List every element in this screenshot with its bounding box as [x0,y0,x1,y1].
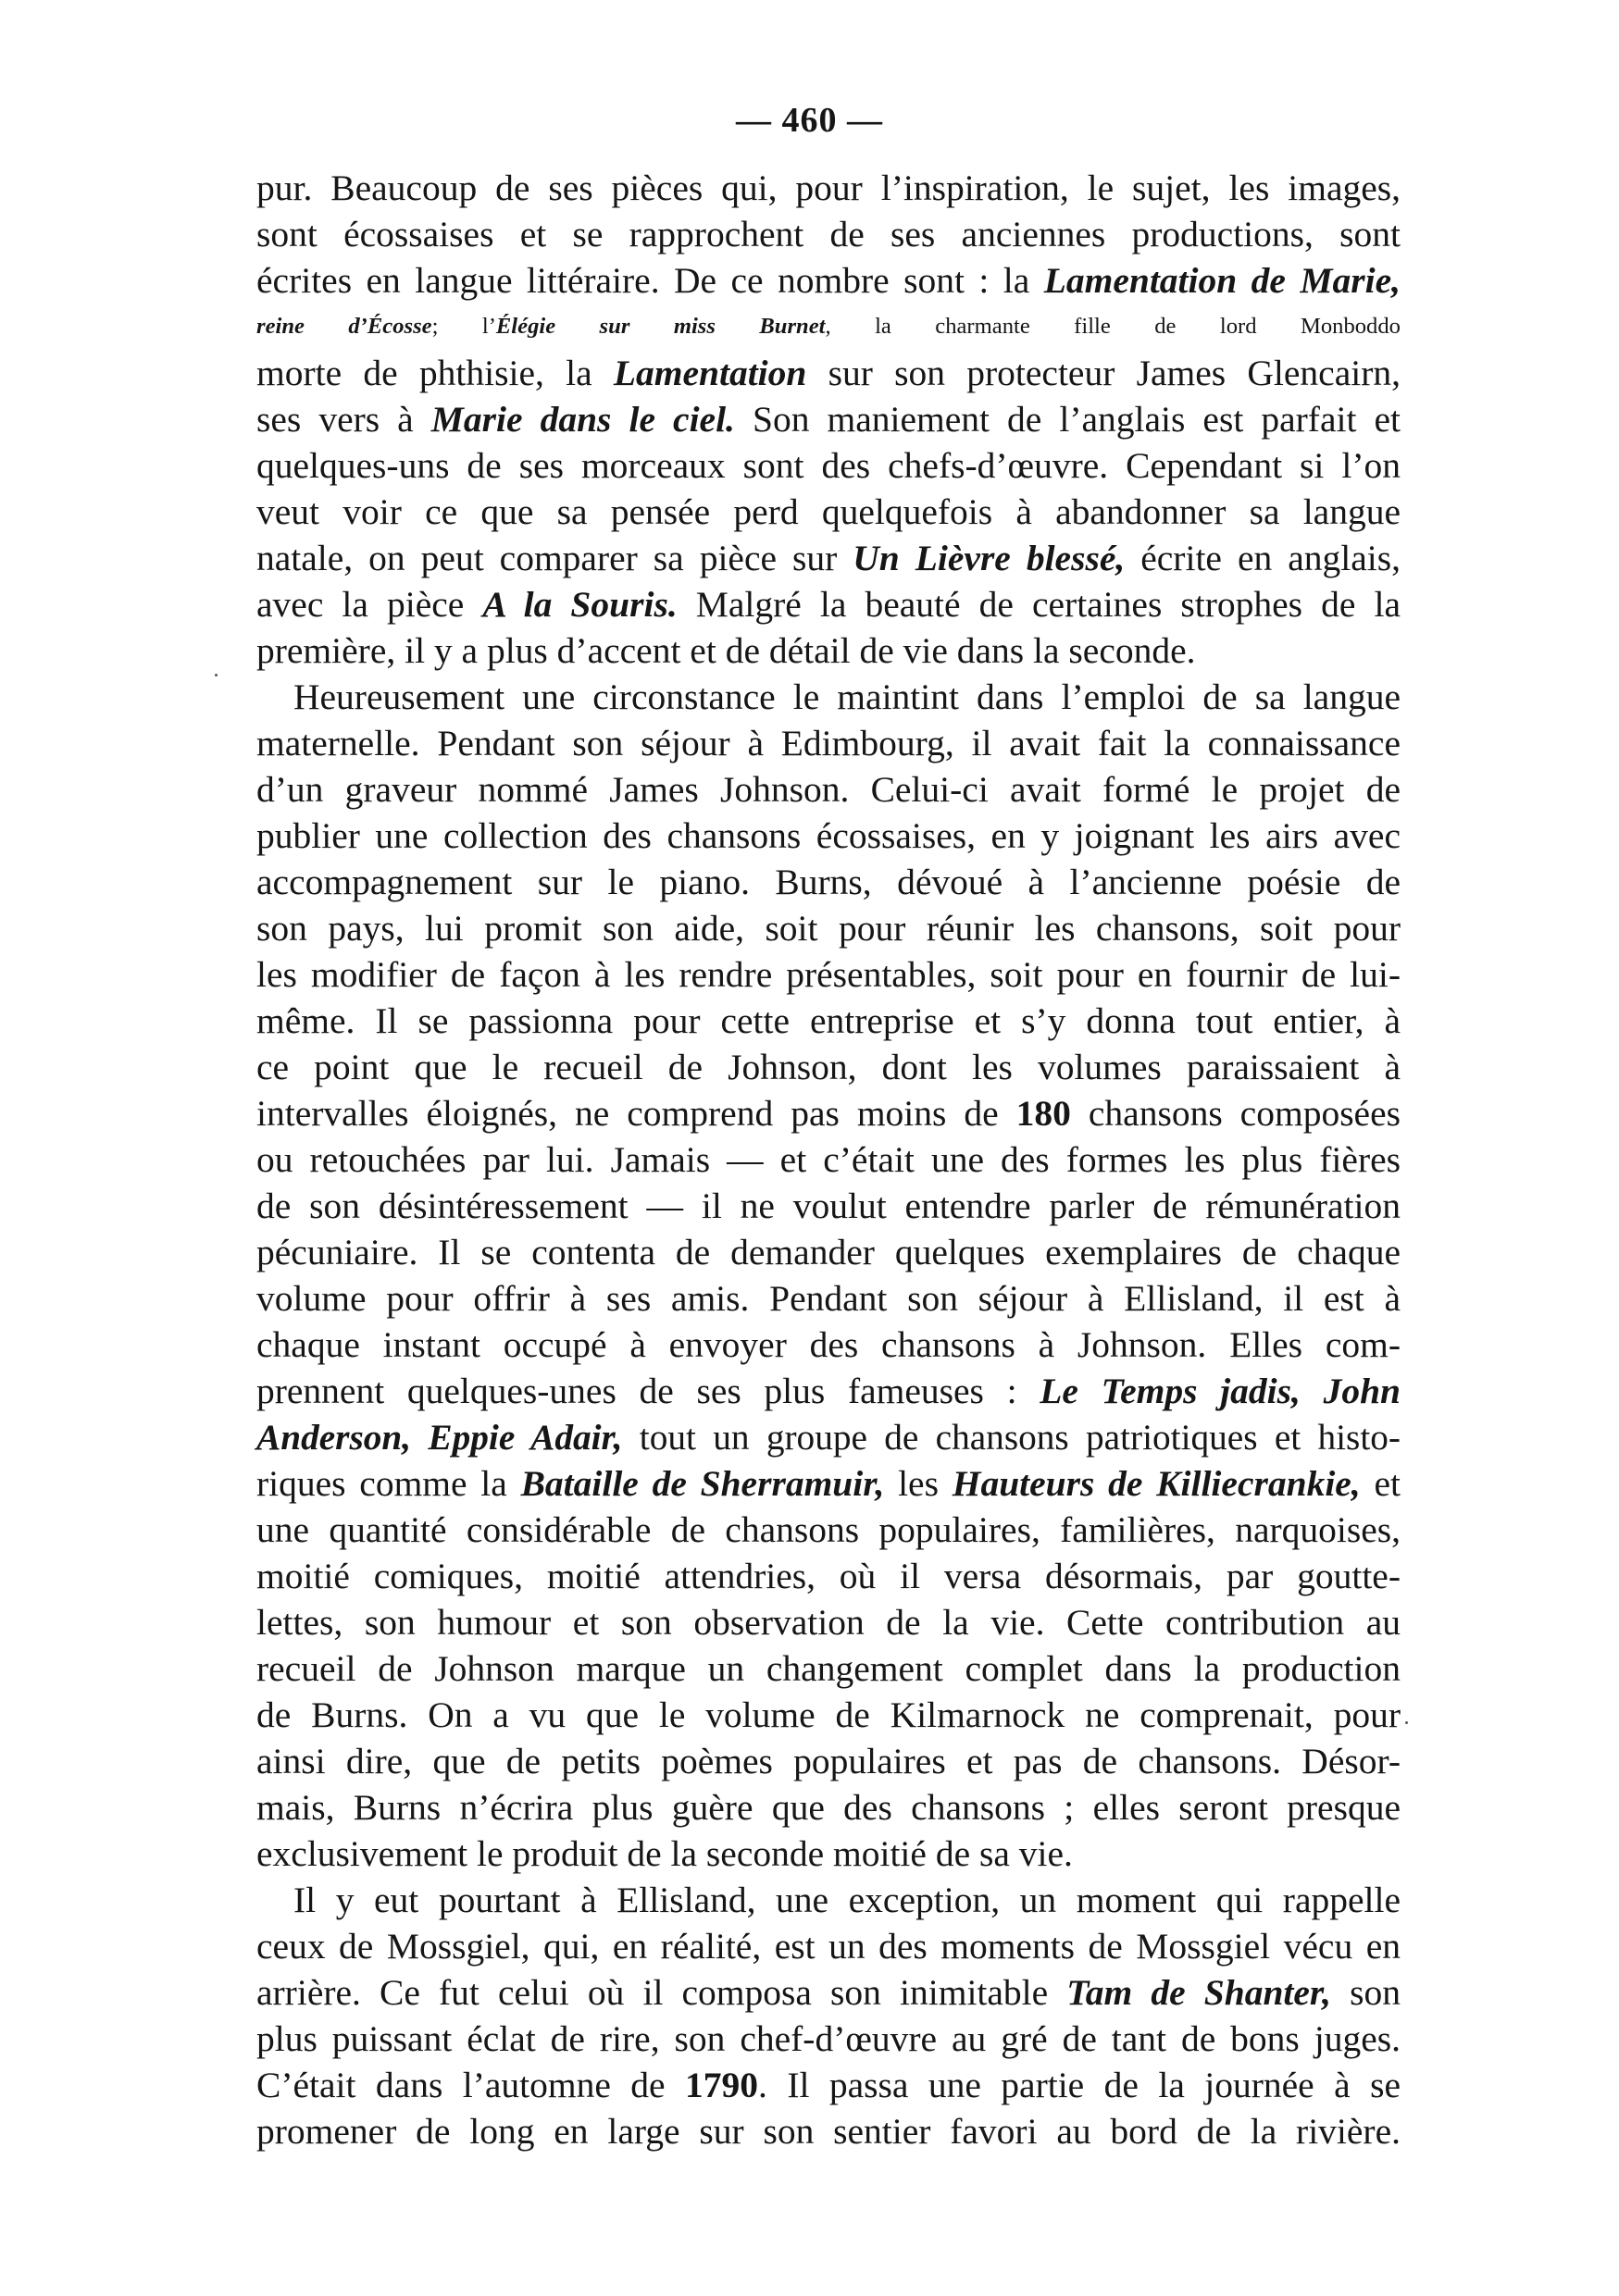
text-line [256,2062,1401,2108]
text-line [256,1969,1401,2016]
text-run: et [1360,1463,1401,1504]
text-run: arrière. Ce fut celui où il composa son inimitable [256,1972,1067,2013]
text-line [256,442,1401,489]
text-run: son [1331,1972,1401,2013]
text-run: , la charmante fille de lord Monboddo [825,314,1401,339]
italic-title: Marie dans le ciel. [430,399,735,440]
text-run: Son maniement de l’anglais est parfait et [734,399,1401,440]
italic-title: Tam de Shanter, [1066,1972,1331,2013]
text-line [256,998,1401,1044]
text-run: chaque instant occupé à envoyer des chansons à Johnson. Elles com- [256,1324,1401,1365]
text-line [256,396,1401,442]
text-line [256,951,1401,998]
text-run: ce point que le recueil de Johnson, dont les volumes paraissaient à [256,1047,1401,1087]
text-run: riques comme la [256,1463,521,1504]
text-line [256,859,1401,905]
text-run: une quantité considérable de chansons populaires, familières, narquoises, [256,1509,1401,1550]
text-run: pécuniaire. Il se contenta de demander quelques exemplaires de chaque [256,1232,1401,1272]
italic-title: Le Temps jadis, [1040,1371,1301,1411]
italic-title: A la Souris. [482,584,678,625]
text-line [256,1738,1401,1784]
text-run: ou retouchées par lui. Jamais — et c’était une des formes les plus fières [256,1139,1401,1180]
text-line [256,489,1401,535]
text-line [256,1923,1401,1969]
text-line [256,1183,1401,1229]
text-line [256,627,1401,674]
text-run: ceux de Mossgiel, qui, en réalité, est un des moments de Mossgiel vécu en [256,1926,1401,1967]
italic-title: Lamentation de Marie, [1043,260,1401,301]
text-run: volume pour offrir à ses amis. Pendant son séjour à Ellisland, il est à [256,1278,1401,1319]
text-line [256,581,1401,627]
text-line [256,905,1401,951]
italic-title: Élégie sur miss Burnet [495,314,826,339]
text-line [256,766,1401,813]
text-run: première, il y a plus d’accent et de détail de vie dans la seconde. [256,630,1196,671]
text-run: son pays, lui promit son aide, soit pour réunir les chansons, soit pour [256,908,1401,949]
text-line [256,2016,1401,2062]
text-line [256,1784,1401,1831]
text-run: chansons composées [1070,1093,1401,1134]
text-run: intervalles éloignés, ne comprend pas moins de [256,1093,1016,1134]
italic-title: Un Lièvre blessé, [853,538,1126,578]
text-run: même. Il se passionna pour cette entreprise et s’y donna tout entier, à [256,1000,1401,1041]
text-run: sont écossaises et se rapprochent de ses anciennes productions, sont [256,214,1401,254]
text-run: natale, on peut comparer sa pièce sur [256,538,853,578]
text-line [256,1692,1401,1738]
text-run: de Burns. On a vu que le volume de Kilmarnock ne comprenait, pour [256,1694,1401,1735]
page-number: — 460 — [736,101,883,140]
text-line [256,1460,1401,1507]
text-run: prennent quelques-unes de ses plus fameuses : [256,1371,1040,1411]
text-run: morte de phthisie, la [256,353,614,393]
text-run: d’un graveur nommé James Johnson. Celui-ci avait formé le projet de [256,769,1401,810]
text-run: moitié comiques, moitié attendries, où il versa désormais, par goutte- [256,1556,1401,1596]
text-run: écrite en anglais, [1125,538,1401,578]
text-run: maternelle. Pendant son séjour à Edimbourg, il avait fait la connaissance [256,723,1401,763]
text-run: ses vers à [256,399,431,440]
text-run: les modifier de façon à les rendre présentables, soit pour en fournir de lui- [256,954,1401,995]
text-line [256,674,1401,720]
text-line [256,1877,1401,1923]
italic-title: Lamentation [613,353,807,393]
text-run: pur. Beaucoup de ses pièces qui, pour l’inspiration, le sujet, les images, [256,168,1401,208]
text-run: plus puissant éclat de rire, son chef-d’œuvre au gré de tant de bons juges. [256,2018,1401,2059]
text-run: promener de long en large sur son sentier favori au bord de la rivière. [256,2111,1401,2152]
text-run: exclusivement le produit de la seconde moitié de sa vie. [256,1833,1073,1874]
italic-title: reine d’Écosse [256,314,432,339]
bold-number: 1790 [685,2065,759,2105]
text-line [256,1044,1401,1090]
text-run: publier une collection des chansons écossaises, en y joignant les airs avec [256,815,1401,856]
text-run [1301,1371,1324,1411]
text-run: sur son protecteur James Glencairn, [806,353,1401,393]
text-line [256,1229,1401,1275]
bold-number: 180 [1015,1093,1071,1134]
text-line [256,211,1401,257]
text-run: veut voir ce que sa pensée perd quelquefois à abandonner sa langue [256,491,1401,532]
text-run: lettes, son humour et son observation de la vie. Cette contribution au [256,1602,1401,1643]
text-run: . Il passa une partie de la journée à se [758,2065,1401,2105]
text-line [256,1090,1401,1136]
text-run: Il y eut pourtant à Ellisland, une exception, un moment qui rappelle [293,1880,1401,1920]
text-line [256,1275,1401,1322]
body-text [256,165,1401,2154]
text-line [256,1136,1401,1183]
text-line [256,1322,1401,1368]
text-line [256,165,1401,211]
text-run: Heureusement une circonstance le maintint dans l’emploi de sa langue [293,676,1401,717]
italic-title: Bataille de Sherramuir, [520,1463,885,1504]
text-line [256,1645,1401,1692]
text-line [256,1414,1401,1460]
text-line [256,1553,1401,1599]
text-line [256,813,1401,859]
text-line [256,1507,1401,1553]
print-speck [1405,1721,1408,1724]
text-run: ainsi dire, que de petits poèmes populaires et pas de chansons. Désor- [256,1741,1401,1781]
text-line [256,1599,1401,1645]
text-run: tout un groupe de chansons patriotiques et histo- [622,1417,1401,1458]
text-line [256,1831,1401,1877]
italic-title: John [1323,1371,1401,1411]
text-line [256,257,1401,304]
text-run: avec la pièce [256,584,483,625]
italic-title: Hauteurs de Killiecrankie, [952,1463,1361,1504]
text-line [256,720,1401,766]
italic-title: Anderson, [256,1417,412,1458]
text-line [256,350,1401,396]
text-run: de son désintéressement — il ne voulut entendre parler de rémunération [256,1185,1401,1226]
text-run: accompagnement sur le piano. Burns, dévoué à l’ancienne poésie de [256,862,1401,902]
text-run: recueil de Johnson marque un changement complet dans la production [256,1648,1401,1689]
text-line [256,304,1401,350]
text-line [256,1368,1401,1414]
text-run: les [884,1463,953,1504]
text-line [256,2108,1401,2154]
text-run: Malgré la beauté de certaines strophes de la [677,584,1401,625]
text-run: C’était dans l’automne de [256,2065,686,2105]
text-run: mais, Burns n’écrira plus guère que des chansons ; elles seront presque [256,1787,1401,1828]
text-run: quelques-uns de ses morceaux sont des chefs-d’œuvre. Cependant si l’on [256,445,1401,486]
print-speck [215,674,218,676]
italic-title: Eppie Adair, [428,1417,623,1458]
text-run: écrites en langue littéraire. De ce nombre sont : la [256,260,1044,301]
text-run: ; l’ [431,314,496,339]
text-run [411,1417,428,1458]
text-line [256,535,1401,581]
